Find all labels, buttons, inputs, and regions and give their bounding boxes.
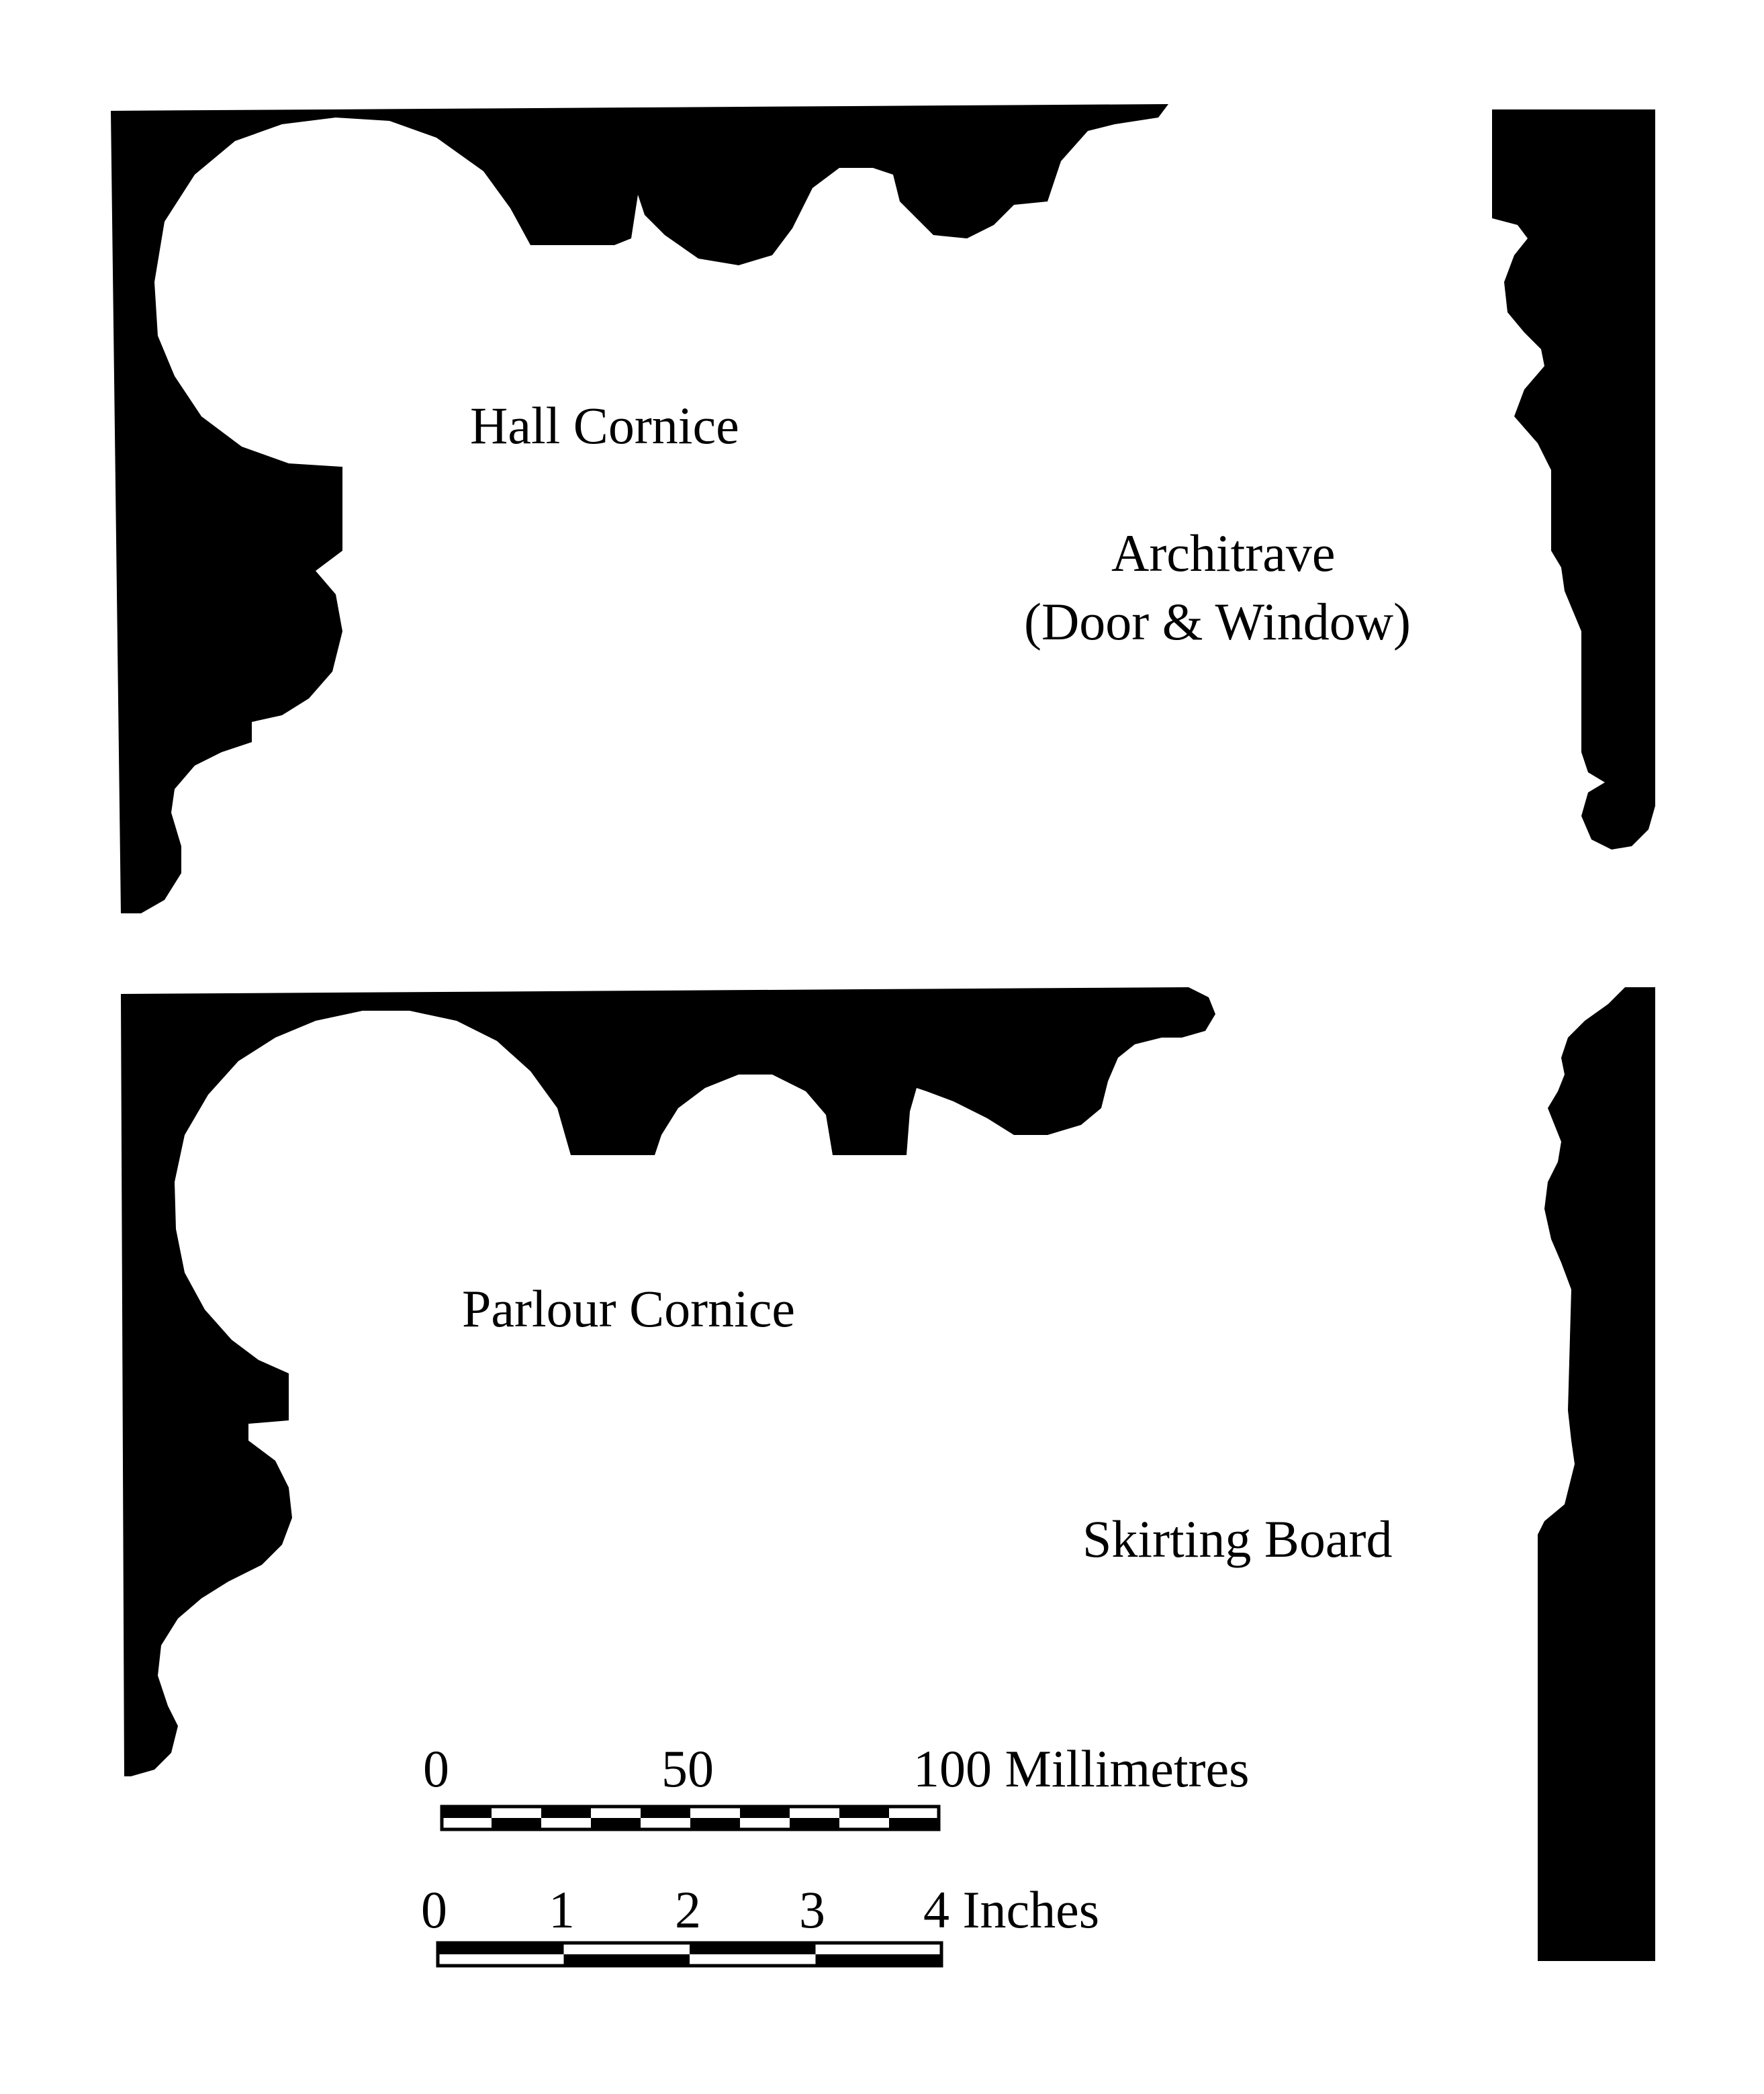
hall-cornice-profile (111, 104, 1168, 913)
mm-scale-segment-1 (492, 1818, 541, 1829)
inch-scale-segment-2 (690, 1943, 816, 1954)
inch-tick-label-1: 1 (549, 1880, 575, 1939)
architrave-label: Architrave (1111, 524, 1336, 582)
inch-tick-label-3: 3 (799, 1880, 825, 1939)
mm-tick-label-0: 0 (423, 1739, 449, 1798)
inch-scale-bar (421, 1880, 1099, 1966)
inch-scale-segment-1 (564, 1954, 690, 1966)
mm-scale-segment-3 (591, 1818, 641, 1829)
inch-scale-segment-3 (816, 1954, 942, 1966)
parlour-cornice-profile (121, 987, 1215, 1776)
mm-scale-segment-2 (541, 1807, 591, 1818)
inch-tick-label-0: 0 (421, 1880, 447, 1939)
mm-scale-segment-7 (790, 1818, 839, 1829)
skirting-board-label: Skirting Board (1082, 1510, 1393, 1568)
inch-scale-segment-0 (438, 1943, 564, 1954)
skirting-board-profile (1538, 987, 1655, 1961)
architrave-sublabel: (Door & Window) (1024, 592, 1411, 651)
inch-tick-label-4: 4 Inches (923, 1880, 1100, 1939)
mm-tick-label-50: 50 (661, 1739, 714, 1798)
mm-scale-segment-4 (641, 1807, 690, 1818)
inch-tick-label-2: 2 (675, 1880, 701, 1939)
mm-tick-label-100: 100 Millimetres (913, 1739, 1250, 1798)
hall-cornice-label: Hall Cornice (470, 396, 739, 455)
mm-scale-segment-0 (442, 1807, 492, 1818)
mm-scale-segment-5 (690, 1818, 740, 1829)
mm-scale-segment-9 (889, 1818, 939, 1829)
millimetre-scale-bar (423, 1739, 1249, 1829)
mm-scale-segment-6 (740, 1807, 790, 1818)
mm-scale-segment-8 (839, 1807, 889, 1818)
architrave-profile (1492, 109, 1655, 850)
parlour-cornice-label: Parlour Cornice (462, 1279, 796, 1338)
